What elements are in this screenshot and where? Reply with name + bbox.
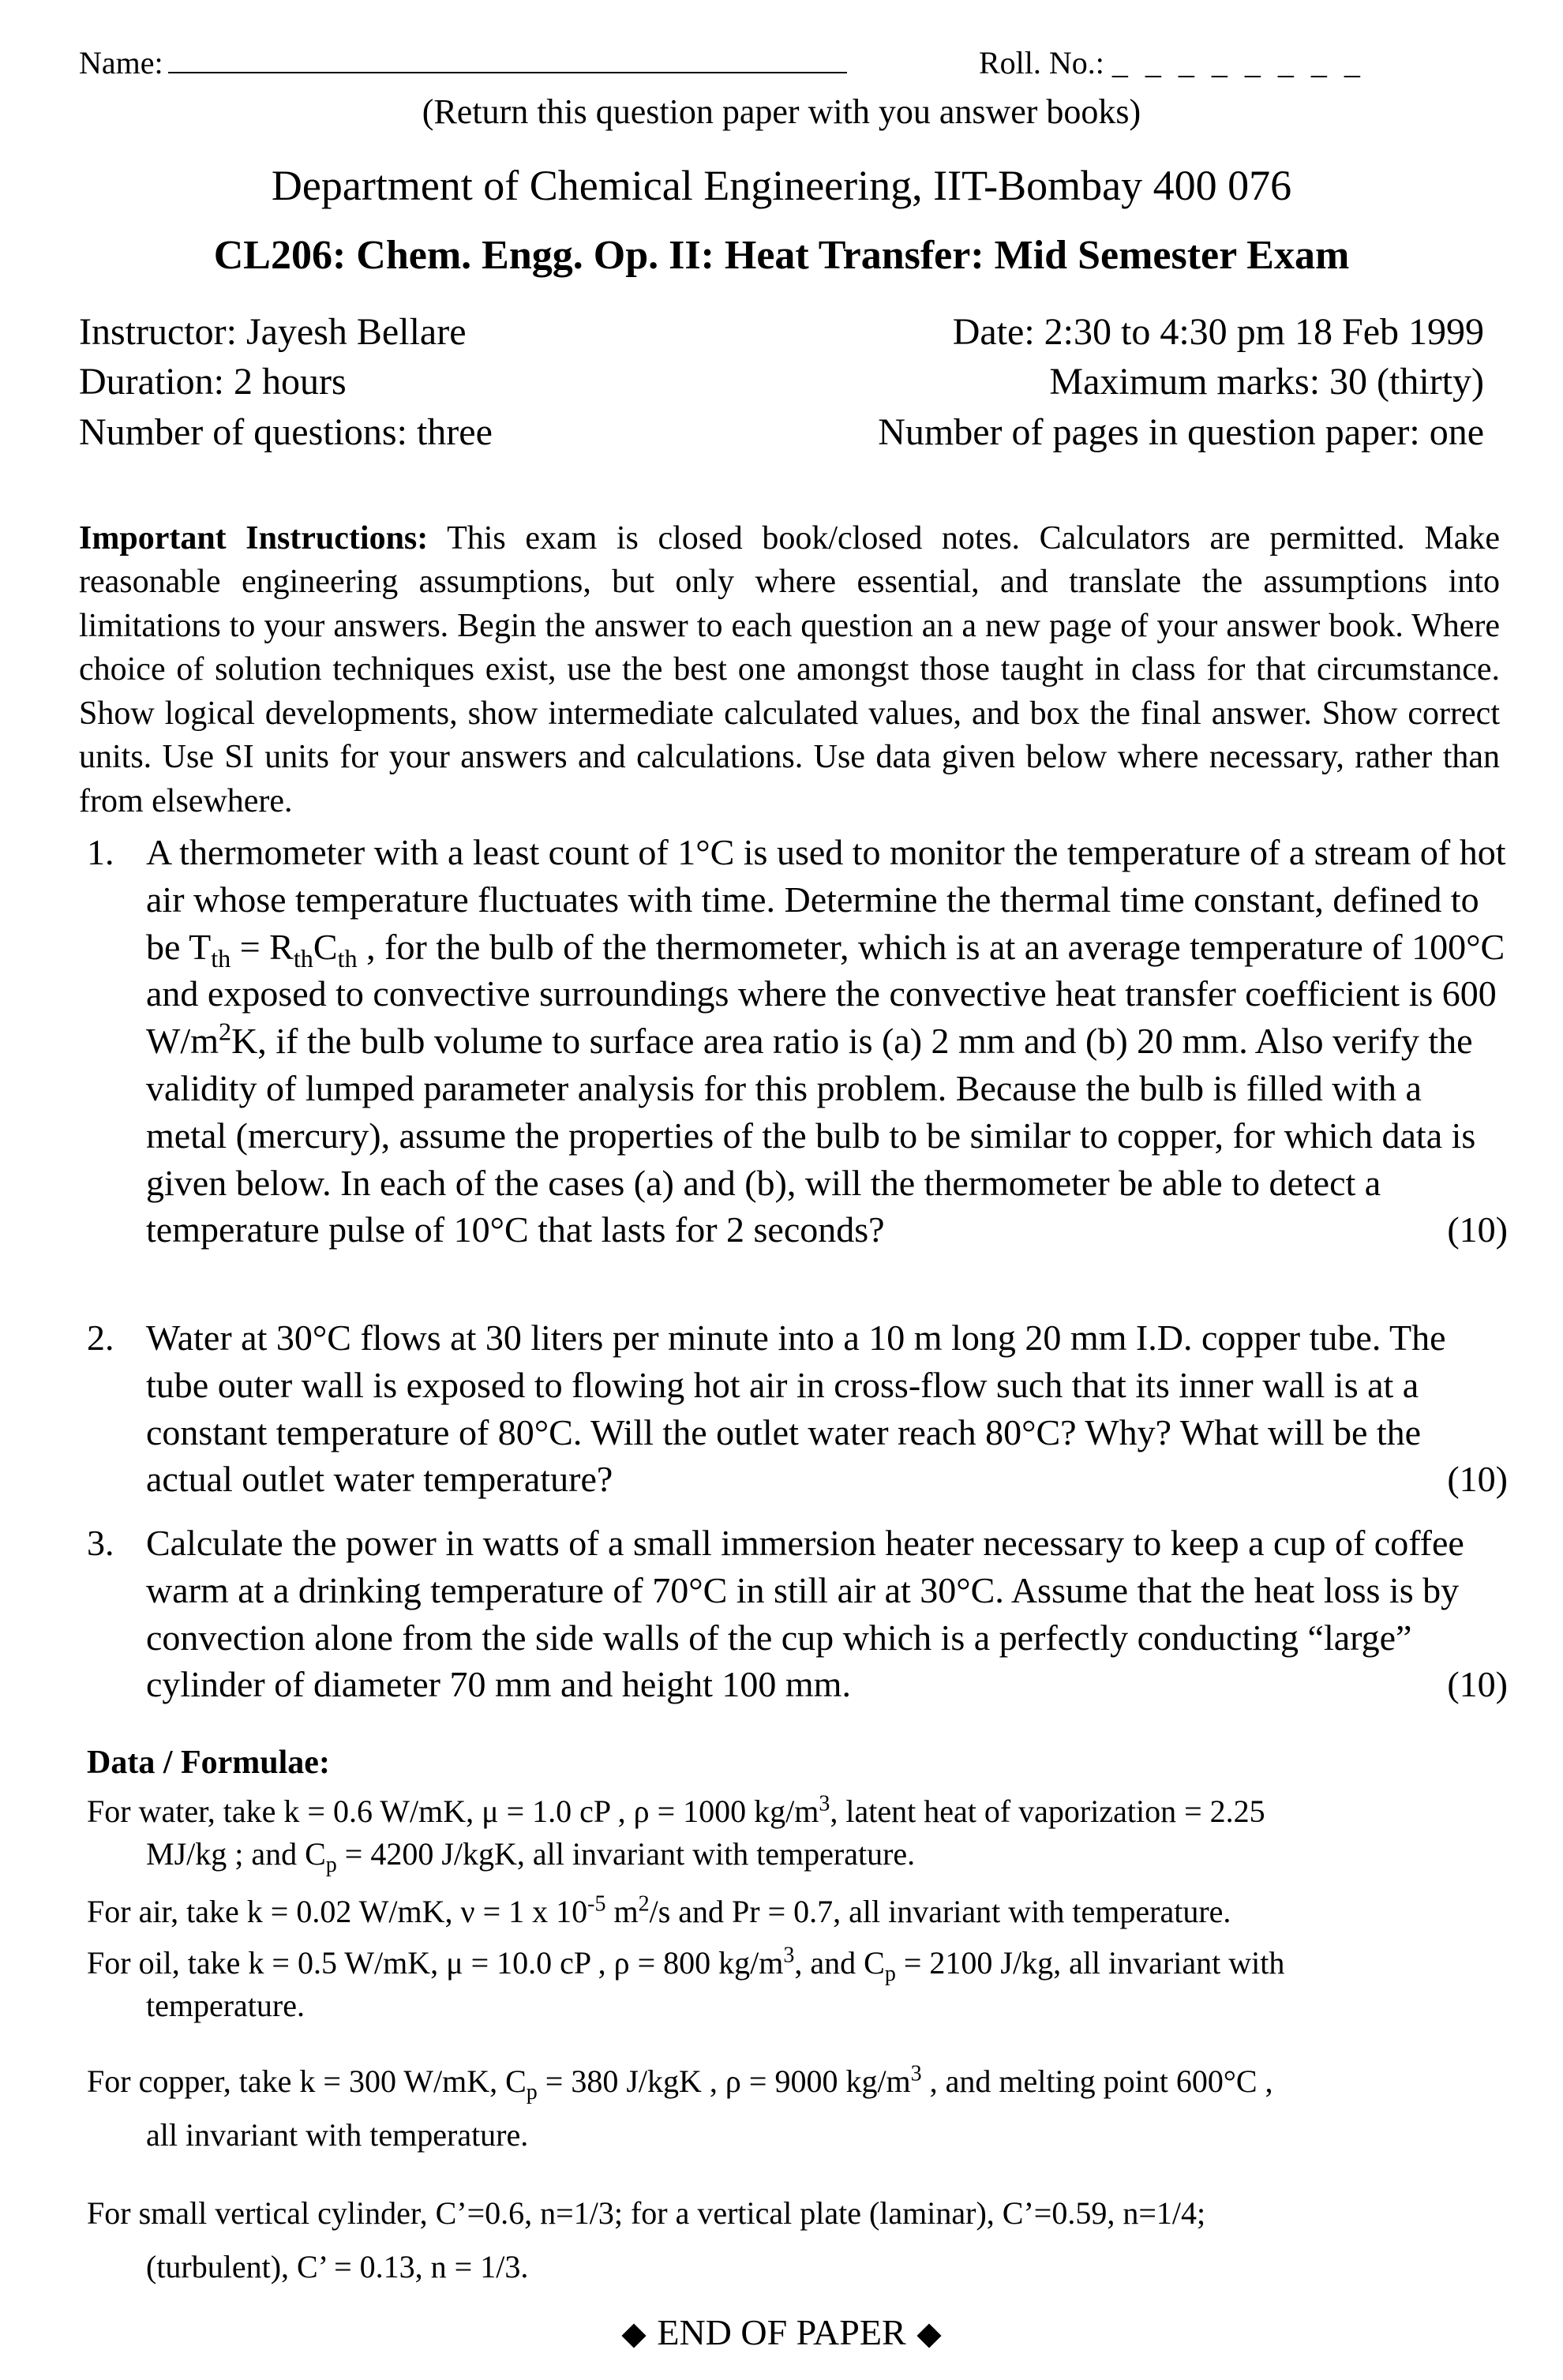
question-2-text: Water at 30°C flows at 30 liters per minute into a 10 m long 20 mm I.D. copper tube. The tube outer wall is exposed to flowing hot air in cross-flow such that its inner wall is at a constant temperature of 80°C. Will the outlet water reach 80°C? Why? What will be the actual outlet water temperature? (10) (87, 1314, 1508, 1503)
instructions-text: This exam is closed book/closed notes. Calculators are permitted. Make reasonable engineering assumptions, but only where essential, and translate the assumptions into limitations to your answers. Begin the answer to each question an a new page of your answer book. Where choice of solution techniques exist, use the best one amongst those taught in class for that circumstance. Show logical developments, show intermediate calculated values, and box the final answer. Show correct units. Use SI units for your answers and calculations. Use data given below where necessary, rather than from elsewhere. (79, 520, 1500, 819)
course-title: CL206: Chem. Engg. Op. II: Heat Transfer: Mid Semester Exam (213, 233, 1350, 278)
return-note: (Return this question paper with you answer books) (422, 92, 1141, 131)
name-blank-line (168, 72, 847, 73)
data-water: For water, take k = 0.6 W/mK, μ = 1.0 cP , ρ = 1000 $kg/m^3$, latent heat of vaporization = 2.25 MJ/kg ; and $C_p = 4200$ J/kgK, all invariant with temperature. (87, 1791, 1265, 1877)
roll-label: Roll. No.: (979, 45, 1104, 81)
question-2 (87, 1314, 1508, 1503)
max-marks: Maximum marks: 30 (thirty) (1049, 361, 1484, 403)
data-air: For air, take k = 0.02 W/mK, ν = 1 x $10^{-5}$ $m^2/s$ and Pr = 0.7, all invariant with temperature. (87, 1891, 1231, 1929)
instructor: Instructor: Jayesh Bellare (79, 311, 467, 353)
instructions-heading: Important Instructions: (79, 520, 429, 557)
end-of-paper (0, 2313, 1563, 2353)
diamond-bullet-icon (916, 2324, 941, 2348)
data-cylinder: For small vertical cylinder, C’=0.6, n=1/3; for a vertical plate (laminar), C’=0.59, n=1/4; (turbulent), C’ = 0.13, n = 1/3. (87, 2195, 1206, 2284)
duration: Duration: 2 hours (79, 361, 347, 403)
number-of-questions: Number of questions: three (79, 411, 493, 453)
question-1 (87, 829, 1508, 1254)
question-1-text: A thermometer with a least count of 1°C is used to monitor the temperature of a stream of hot air whose temperature fluctuates with time. Determine the thermal time constant, defined to be $T_{th} = R_{th}C_{th}$ , for the bulb of the thermometer, which is at an average temperature of 100°C and exposed to convective surroundings where the convective heat transfer coefficient is 600 $W/m^2K$, if the bulb volume to surface area ratio is (a) 2 mm and (b) 20 mm. Also verify the validity of lumped parameter analysis for this problem. Because the bulb is filled with a metal (mercury), assume the properties of the bulb to be similar to copper, for which data is given below. In each of the cases (a) and (b), will the thermometer be able to detect a temperature pulse of 10°C that lasts for 2 seconds? (10) (87, 829, 1508, 1254)
question-3-text: Calculate the power in watts of a small immersion heater necessary to keep a cup of coffee warm at a drinking temperature of 70°C in still air at 30°C. Assume that the heat loss is by convection alone from the side walls of the cup which is a perfectly conducting “large” cylinder of diameter 70 mm and height 100 mm. (10) (87, 1520, 1508, 1708)
question-1-marks: (10) (1447, 1209, 1508, 1250)
question-2-number: 2. (87, 1317, 114, 1358)
question-3 (87, 1520, 1508, 1708)
diamond-bullet-icon (622, 2324, 647, 2348)
end-label: END OF PAPER (657, 2312, 906, 2352)
number-of-pages: Number of pages in question paper: one (878, 411, 1484, 453)
question-3-number: 3. (87, 1523, 114, 1563)
name-label: Name: (79, 45, 163, 81)
roll-field (979, 46, 1365, 81)
data-copper: For copper, take k = 300 W/mK, $C_p = 380$ J/kgK , ρ = 9000 $kg/m^3$ , and melting point 600°C , all invariant with temperature. (87, 2061, 1273, 2153)
exam-date: Date: 2:30 to 4:30 pm 18 Feb 1999 (952, 311, 1484, 353)
question-1-number: 1. (87, 832, 114, 872)
question-2-marks: (10) (1447, 1459, 1508, 1500)
question-3-marks: (10) (1447, 1664, 1508, 1705)
data-heading: Data / Formulae: (87, 1745, 330, 1781)
data-oil: For oil, take k = 0.5 W/mK, μ = 10.0 cP , ρ = 800 $kg/m^3$, and $C_p = 2100$ J/kg, all invariant with temperature. (87, 1943, 1285, 2023)
department-title: Department of Chemical Engineering, IIT-Bombay 400 076 (271, 162, 1292, 209)
instructions-block (79, 517, 1500, 823)
name-field (79, 46, 847, 81)
roll-blank: _ _ _ _ _ _ _ _ (1111, 45, 1365, 81)
